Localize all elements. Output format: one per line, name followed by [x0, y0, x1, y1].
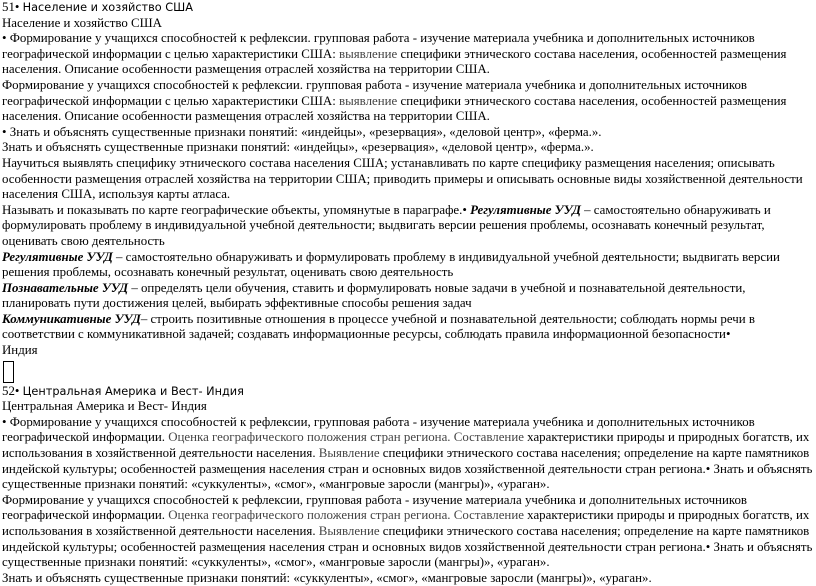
lesson-51-goal-1: • Формирование у учащихся способностей к рефлексии. групповая работа - изучение материала учебника и дополнительных источников географической информации с целью характеристики США: выявление специфики этнического состава населения, особенностей размещения населения. Описание особенности размещения отраслей хозяйства на территории США.	[2, 31, 787, 77]
lesson-52-heading	[2, 384, 814, 400]
lesson-heading-text: Население и хозяйство США	[22, 1, 193, 14]
lesson-number: 51	[2, 0, 15, 14]
lesson-51-name-show: Называть и показывать по карте географические объекты, упомянутые в параграфе.• Регулятивные УУД – самостоятельно обнаруживать и формулировать проблему в индивидуальной учебной деятельности; выдвигать версии решения проблемы, осознавать конечный результат, оценивать свою деятельность	[2, 202, 771, 248]
lesson-51-regulative: Регулятивные УУД – самостоятельно обнаруживать и формулировать проблему в индивидуальной учебной деятельности; выдвигать версии решения проблемы, осознавать конечный результат, оценивать свою деятельность	[2, 249, 780, 280]
lesson-51-learn: Научиться выявлять специфику этнического состава населения США; устанавливать по карте специфику размещения населения; описывать особенности размещения отраслей хозяйства на территории США; приводить примеры и описывать основные виды хозяйственной деятельности населения США, используя карты атласа.	[2, 155, 803, 202]
lesson-heading-text: Центральная Америка и Вест- Индия	[22, 384, 244, 398]
lesson-51-next: Индия	[2, 343, 38, 358]
bullet-icon: •	[2, 414, 7, 429]
lesson-51-heading	[2, 0, 814, 16]
bullet-icon: •	[14, 383, 20, 398]
bullet-icon: •	[2, 124, 7, 139]
bullet-icon: •	[725, 327, 731, 342]
lesson-51-title: Население и хозяйство США	[2, 15, 162, 30]
bullet-icon: •	[462, 202, 467, 217]
lesson-52-title: Центральная Америка и Вест- Индия	[2, 399, 207, 414]
bullet-icon: •	[705, 539, 711, 554]
lesson-52-goal-2: Формирование у учащихся способностей к рефлексии, групповая работа - изучение материала учебника и дополнительных источников географической информации. Оценка географического положения стран региона. Составление характеристики природы и природных богатств, их использования в хозяйственной деятельности населения. Выявление специфики этнического состава населения; определение на карте памятников индейской культуры; особенностей размещения населения стран и основных видов хозяйственной деятельности стран региона.• Знать и объяснять существенные признаки понятий: «суккуленты», «смог», «мангровые заросли (мангры)», «ураган».	[2, 492, 813, 570]
bullet-icon: •	[2, 31, 7, 46]
lesson-51-cognitive: Познавательные УУД – определять цели обучения, ставить и формулировать новые задачи в учебной и познавательной деятельности, планировать пути достижения целей, выбирать эффективные способы решения задач	[2, 280, 746, 311]
lesson-number: 52	[2, 383, 15, 398]
lesson-51-know-1: • Знать и объяснять существенные признаки понятий: «индейцы», «резервация», «деловой центр», «ферма.».	[2, 124, 602, 139]
lesson-51-know-2: Знать и объяснять существенные признаки понятий: «индейцы», «резервация», «деловой центр», «ферма.».	[2, 140, 594, 155]
lesson-51-communicative: Коммуникативные УУД– строить позитивные отношения в процессе учебной и познавательной деятельности; соблюдать нормы речи в соответствии с коммуникативной задачей; создавать информационные ресурсы, соблюдать правила информационной безопасности•	[2, 311, 755, 342]
lesson-52-know: Знать и объяснять существенные признаки понятий: «суккуленты», «смог», «мангровые заросли (мангры)», «ураган».	[2, 570, 652, 585]
bullet-icon: •	[705, 461, 711, 476]
lesson-52-goal-1: • Формирование у учащихся способностей к рефлексии, групповая работа - изучение материала учебника и дополнительных источников географической информации. Оценка географического положения стран региона. Составление характеристики природы и природных богатств, их использования в хозяйственной деятельности населения. Выявление специфики этнического состава населения; определение на карте памятников индейской культуры; особенностей размещения населения стран и основных видов хозяйственной деятельности стран региона.• Знать и объяснять существенные признаки понятий: «суккуленты», «смог», «мангровые заросли (мангры)», «ураган».	[2, 414, 813, 492]
empty-cell-box	[3, 361, 14, 383]
bullet-icon: •	[14, 0, 20, 14]
lesson-51-goal-2: Формирование у учащихся способностей к рефлексии. групповая работа - изучение материала учебника и дополнительных источников географической информации с целью характеристики США: выявление специфики этнического состава населения, особенностей размещения населения. Описание особенности размещения отраслей хозяйства на территории США.	[2, 77, 787, 124]
